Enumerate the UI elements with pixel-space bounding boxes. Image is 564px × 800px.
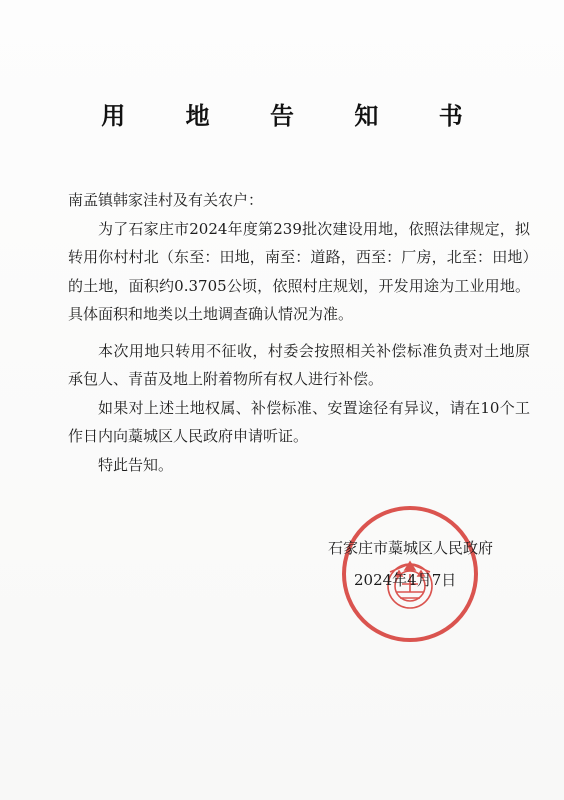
document-title: 用 地 告 知 书 — [101, 101, 489, 130]
paragraph-4: 特此告知。 — [98, 455, 174, 474]
paragraph-2: 本次用地只转用不征收，村委会按照相关补偿标准负责对土地原承包人、青苗及地上附着物所有权人进行补偿。 — [68, 341, 530, 388]
document-date: 2024年4月7日 — [354, 571, 457, 589]
paragraph-3: 如果对上述土地权属、补偿标准、安置途径有异议，请在10个工作日内向藁城区人民政府申请听证。 — [68, 398, 530, 445]
signer-organization: 石家庄市藁城区人民政府 — [328, 539, 494, 557]
paragraph-1: 为了石家庄市2024年度第239批次建设用地，依照法律规定，拟转用你村村北（东至：田地，南至：道路，西至：厂房，北至：田地）的土地，面积约0.3705公顷，依照村庄规划，开发用途为工业用地。具体面积和地类以土地调查确认情况为准。 — [68, 219, 530, 323]
document-body — [68, 186, 530, 479]
salutation: 南孟镇韩家洼村及有关农户： — [68, 191, 264, 209]
